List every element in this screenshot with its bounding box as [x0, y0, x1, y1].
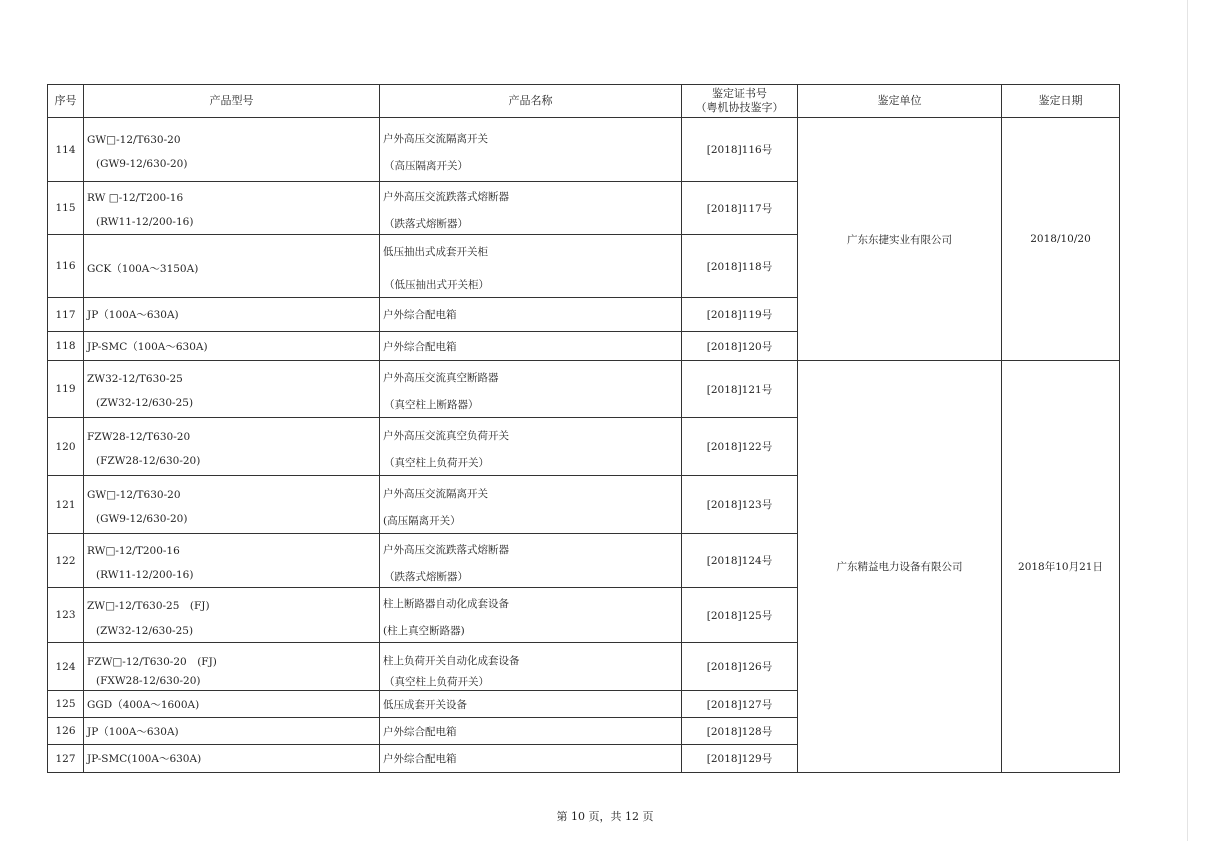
name-line2: （真空柱上断路器）: [384, 399, 479, 411]
row-seq: 115: [48, 182, 84, 235]
group-unit: 广东东捷实业有限公司: [798, 118, 1002, 361]
row-seq: 121: [48, 476, 84, 534]
row-seq: 126: [48, 718, 84, 745]
row-seq: 124: [48, 643, 84, 691]
name-line1: 户外高压交流隔离开关: [383, 132, 488, 145]
model-line2: (RW11-12/200-16): [96, 568, 194, 581]
name-line2: （低压抽出式开关柜）: [384, 279, 489, 291]
page-footer: 第 10 页，共 12 页: [556, 810, 654, 823]
row-name: [380, 118, 682, 182]
row-name: [380, 298, 682, 332]
row-name: [380, 332, 682, 361]
row-model: [84, 118, 380, 182]
certification-table: [47, 84, 1120, 773]
row-name: [380, 476, 682, 534]
name-line1: 户外高压交流隔离开关: [383, 487, 488, 500]
name-line1: 低压抽出式成套开关柜: [383, 246, 488, 258]
row-cert: [2018]126号: [682, 643, 798, 691]
row-model: [84, 361, 380, 418]
header-model: 产品型号: [84, 85, 380, 118]
name-line1: 户外高压交流跌落式熔断器: [383, 191, 509, 203]
model-line1: GGD（400A～1600A): [87, 698, 200, 711]
row-name: [380, 235, 682, 298]
model-line2: (FXW28-12/630-20): [96, 675, 201, 687]
row-cert: [2018]125号: [682, 588, 798, 643]
model-line1: JP（100A～630A): [87, 725, 179, 738]
row-seq: 119: [48, 361, 84, 418]
row-name: [380, 182, 682, 235]
group-date: 2018/10/20: [1002, 118, 1120, 361]
header-cert-line2: （粤机协技鉴字）: [695, 101, 784, 114]
row-seq: 123: [48, 588, 84, 643]
row-seq: 120: [48, 418, 84, 476]
name-line2: (高压隔离开关）: [383, 514, 461, 527]
row-cert: [2018]117号: [682, 182, 798, 235]
header-row: [48, 85, 1120, 118]
row-model: [84, 298, 380, 332]
row-cert: [2018]121号: [682, 361, 798, 418]
name-line1: 户外高压交流真空断路器: [383, 372, 499, 384]
model-line2: (GW9-12/630-20): [96, 157, 188, 170]
name-line1: 户外综合配电箱: [383, 753, 457, 765]
name-line2: （真空柱上负荷开关）: [384, 675, 489, 688]
row-name: [380, 418, 682, 476]
table-row: [48, 361, 1120, 418]
row-name: [380, 361, 682, 418]
name-line1: 户外综合配电箱: [383, 309, 457, 321]
row-seq: 114: [48, 118, 84, 182]
header-cert: [682, 85, 798, 118]
row-cert: [2018]123号: [682, 476, 798, 534]
name-line2: （跌落式熔断器）: [384, 570, 468, 583]
row-seq: 118: [48, 332, 84, 361]
model-line1: RW □-12/T200-16: [87, 192, 184, 204]
row-model: [84, 476, 380, 534]
row-cert: [2018]120号: [682, 332, 798, 361]
model-line1: JP-SMC(100A～630A): [87, 753, 202, 765]
row-model: [84, 745, 380, 773]
row-model: [84, 643, 380, 691]
table-row: [48, 118, 1120, 182]
scan-edge-line: [1187, 0, 1188, 841]
group-unit: 广东精益电力设备有限公司: [798, 361, 1002, 773]
row-name: [380, 643, 682, 691]
header-unit: 鉴定单位: [798, 85, 1002, 118]
row-name: [380, 691, 682, 718]
header-seq: 序号: [48, 85, 84, 118]
model-line1: GW□-12/T630-20: [87, 133, 181, 146]
row-model: [84, 534, 380, 588]
header-cert-line1: 鉴定证书号: [712, 87, 767, 100]
name-line1: 户外高压交流真空负荷开关: [383, 429, 509, 442]
row-model: [84, 718, 380, 745]
model-line2: (FZW28-12/630-20): [96, 454, 201, 467]
row-cert: [2018]129号: [682, 745, 798, 773]
name-line1: 柱上负荷开关自动化成套设备: [383, 654, 520, 667]
name-line1: 户外高压交流跌落式熔断器: [383, 543, 509, 556]
model-line1: FZW28-12/T630-20: [87, 430, 191, 443]
model-line1: GCK（100A～3150A): [87, 262, 199, 275]
model-line2: (GW9-12/630-20): [96, 512, 188, 525]
model-line1: JP（100A～630A): [87, 309, 179, 321]
row-cert: [2018]116号: [682, 118, 798, 182]
row-name: [380, 745, 682, 773]
name-line2: (柱上真空断路器): [383, 625, 465, 637]
header-date: 鉴定日期: [1002, 85, 1120, 118]
model-line1: ZW□-12/T630-25 (FJ): [87, 599, 210, 612]
row-name: [380, 718, 682, 745]
model-line1: FZW□-12/T630-20 (FJ): [87, 656, 217, 668]
model-line2: (ZW32-12/630-25): [96, 624, 194, 637]
row-name: [380, 588, 682, 643]
header-name: 产品名称: [380, 85, 682, 118]
name-line1: 柱上断路器自动化成套设备: [383, 598, 509, 610]
model-line2: (RW11-12/200-16): [96, 216, 194, 228]
model-line1: ZW32-12/T630-25: [87, 373, 183, 385]
row-seq: 117: [48, 298, 84, 332]
row-model: [84, 332, 380, 361]
row-seq: 127: [48, 745, 84, 773]
model-line1: RW□-12/T200-16: [87, 544, 180, 557]
row-model: [84, 418, 380, 476]
row-cert: [2018]119号: [682, 298, 798, 332]
row-model: [84, 588, 380, 643]
model-line2: (ZW32-12/630-25): [96, 397, 194, 409]
row-cert: [2018]124号: [682, 534, 798, 588]
name-line2: （真空柱上负荷开关）: [384, 456, 489, 469]
name-line2: （高压隔离开关）: [384, 159, 468, 172]
name-line1: 低压成套开关设备: [383, 698, 467, 711]
row-seq: 122: [48, 534, 84, 588]
row-model: [84, 691, 380, 718]
row-cert: [2018]127号: [682, 691, 798, 718]
name-line1: 户外综合配电箱: [383, 340, 457, 353]
row-model: [84, 182, 380, 235]
row-seq: 116: [48, 235, 84, 298]
name-line2: （跌落式熔断器）: [384, 218, 468, 230]
row-cert: [2018]118号: [682, 235, 798, 298]
row-name: [380, 534, 682, 588]
row-cert: [2018]128号: [682, 718, 798, 745]
model-line1: GW□-12/T630-20: [87, 488, 181, 501]
group-date: 2018年10月21日: [1002, 361, 1120, 773]
row-model: [84, 235, 380, 298]
row-cert: [2018]122号: [682, 418, 798, 476]
row-seq: 125: [48, 691, 84, 718]
model-line1: JP-SMC（100A～630A): [87, 340, 208, 353]
name-line1: 户外综合配电箱: [383, 725, 457, 738]
